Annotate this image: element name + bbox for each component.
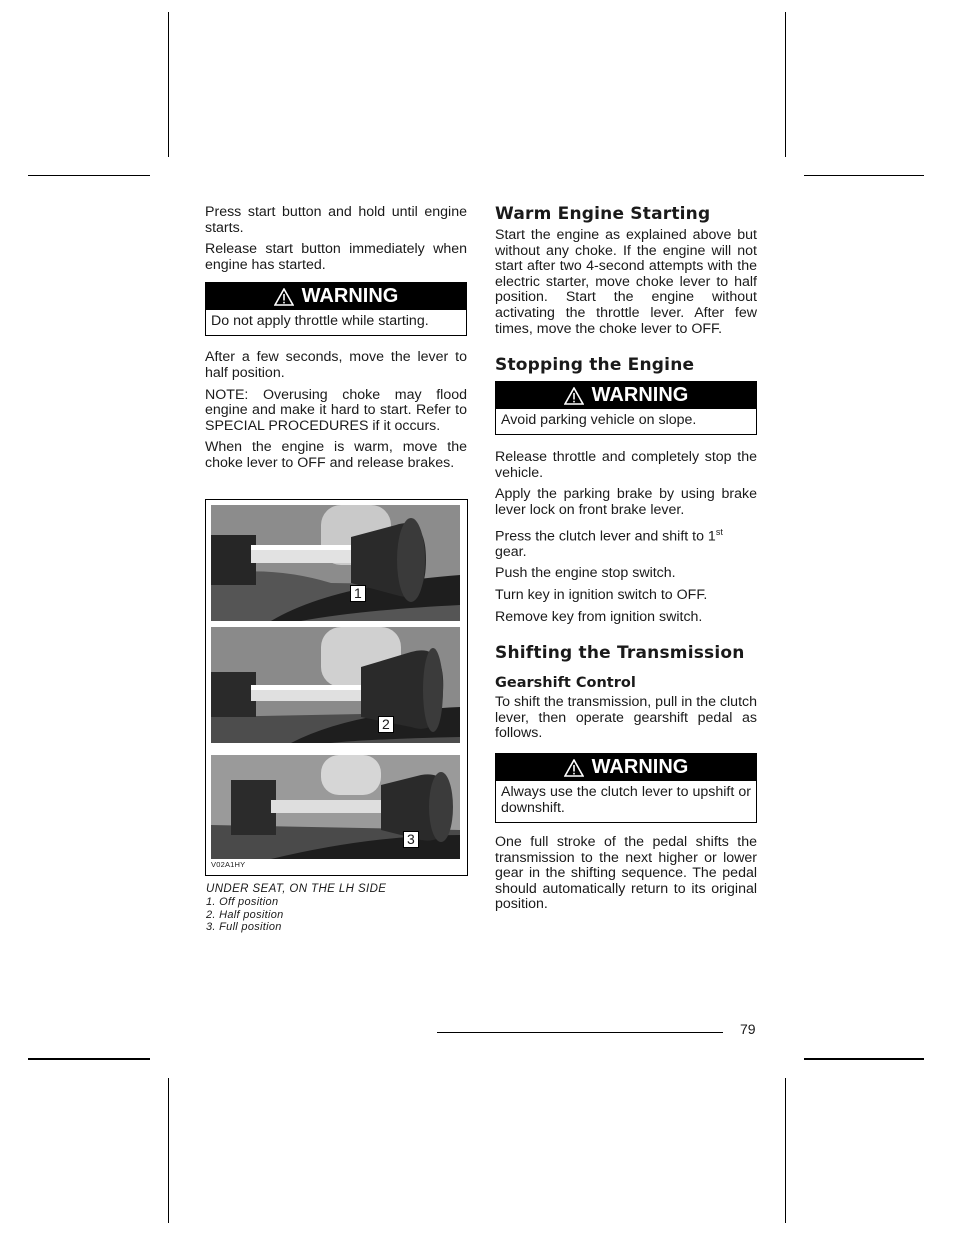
callout-2: 2 bbox=[378, 716, 394, 733]
warning-text: Do not apply throttle while starting. bbox=[211, 313, 429, 330]
heading-stopping-engine: Stopping the Engine bbox=[495, 355, 695, 376]
crop-mark bbox=[28, 175, 150, 176]
footer-rule bbox=[437, 1032, 723, 1033]
caption-item: 2. Half position bbox=[206, 908, 284, 921]
warning-title: WARNING bbox=[591, 384, 689, 407]
paragraph: Push the engine stop switch. bbox=[495, 565, 676, 582]
warning-box bbox=[205, 282, 467, 336]
paragraph: One full stroke of the pedal shifts the transmission to the next higher or lower gear in the shifting sequence. The pedal should automatically return to its original position. bbox=[495, 834, 757, 913]
paragraph: Turn key in ignition switch to OFF. bbox=[495, 587, 708, 604]
photo-full-position bbox=[211, 755, 460, 859]
caption-title: UNDER SEAT, ON THE LH SIDE bbox=[206, 883, 387, 895]
callout-3: 3 bbox=[403, 831, 419, 848]
warning-triangle-icon bbox=[564, 387, 584, 405]
photo-off-position bbox=[211, 505, 460, 621]
page-number: 79 bbox=[740, 1021, 756, 1037]
crop-mark bbox=[804, 175, 924, 176]
choke-lever-figure bbox=[205, 499, 468, 876]
paragraph: Release start button immediately when engine has started. bbox=[205, 241, 467, 273]
paragraph bbox=[495, 525, 757, 561]
caption-item: 3. Full position bbox=[206, 921, 282, 933]
paragraph: Remove key from ignition switch. bbox=[495, 608, 703, 625]
crop-mark bbox=[785, 12, 786, 157]
warning-text: Always use the clutch lever to upshift or downshift. bbox=[501, 784, 751, 817]
warning-title: WARNING bbox=[301, 285, 399, 308]
crop-mark bbox=[804, 1058, 924, 1060]
warning-header bbox=[206, 283, 466, 310]
paragraph: When the engine is warm, move the choke lever to OFF and release brakes. bbox=[205, 439, 467, 471]
warning-box bbox=[495, 753, 757, 823]
crop-mark bbox=[28, 1058, 150, 1060]
photo-illustration bbox=[211, 755, 460, 859]
right-column bbox=[495, 204, 757, 919]
photo-illustration bbox=[211, 627, 460, 743]
caption-item: 1. Off position bbox=[206, 896, 279, 908]
note-text: Overusing choke may flood engine and make it hard to start. Refer to SPECIAL PROCEDURES if it occurs. bbox=[205, 386, 467, 434]
callout-1: 1 bbox=[350, 585, 366, 602]
crop-mark bbox=[168, 1078, 169, 1223]
paragraph: Start the engine as explained above but without any choke. If the engine will not start after two 4-second attempts with the electric starter, move choke lever to half position. Start the engine without activating the throttle lever. After few times, move the choke lever to OFF. bbox=[495, 227, 757, 337]
warning-header bbox=[496, 754, 756, 781]
warning-header bbox=[496, 382, 756, 409]
heading-gearshift-control: Gearshift Control bbox=[495, 675, 636, 692]
figure-caption bbox=[206, 883, 468, 934]
paragraph: Apply the parking brake by using brake lever lock on front brake lever. bbox=[495, 486, 757, 518]
text: gear. bbox=[495, 543, 527, 560]
paragraph: Release throttle and completely stop the vehicle. bbox=[495, 449, 757, 481]
paragraph: To shift the transmission, pull in the clutch lever, then operate gearshift pedal as follows. bbox=[495, 694, 757, 742]
note-label: NOTE: bbox=[205, 386, 249, 403]
warning-title: WARNING bbox=[591, 756, 689, 779]
crop-mark bbox=[168, 12, 169, 157]
warning-triangle-icon bbox=[274, 288, 294, 306]
note-paragraph bbox=[205, 388, 467, 435]
warning-text: Avoid parking vehicle on slope. bbox=[501, 412, 697, 429]
left-column bbox=[205, 205, 467, 478]
paragraph: Press start button and hold until engine starts. bbox=[205, 204, 467, 236]
superscript: st bbox=[715, 526, 723, 537]
heading-warm-engine: Warm Engine Starting bbox=[495, 204, 711, 224]
warning-box bbox=[495, 381, 757, 435]
photo-illustration bbox=[211, 505, 460, 621]
warning-triangle-icon bbox=[564, 759, 584, 777]
photo-half-position bbox=[211, 627, 460, 743]
crop-mark bbox=[785, 1078, 786, 1223]
paragraph: After a few seconds, move the lever to half position. bbox=[205, 349, 467, 381]
figure-code: V02A1HY bbox=[211, 860, 246, 869]
heading-shifting-transmission: Shifting the Transmission bbox=[495, 643, 745, 664]
text: Press the clutch lever and shift to 1 bbox=[495, 528, 716, 545]
